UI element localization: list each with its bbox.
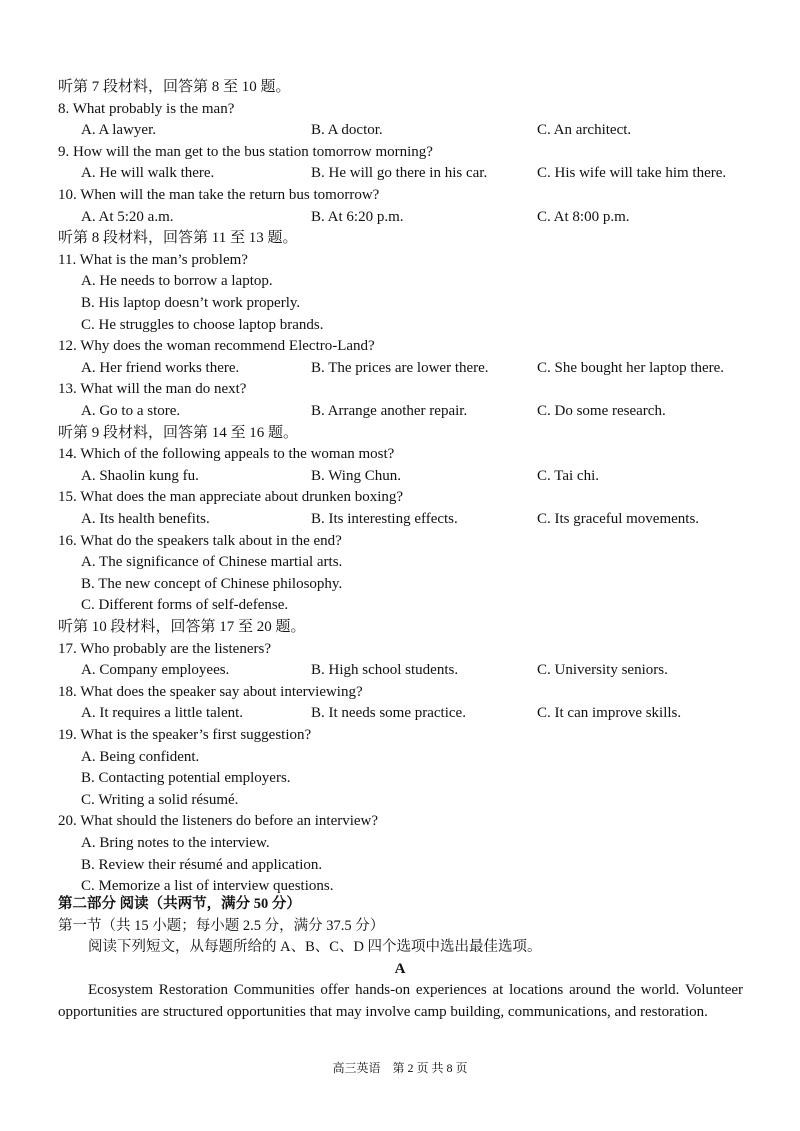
question-stem: 14. Which of the following appeals to the woman most?	[58, 446, 395, 463]
passage-text: Ecosystem Restoration Communities offer hands-on experiences at locations around the world. Volunteer opportunities are structured opportunities that may involve camp building, communications, and restoration.	[58, 982, 743, 1020]
answer-option: A. Go to a store.	[81, 403, 181, 419]
answer-option: B. Its interesting effects.	[311, 511, 458, 527]
answer-option: A. Company employees.	[81, 662, 230, 679]
question-stem: 20. What should the listeners do before an interview?	[58, 813, 379, 830]
question-stem: 11. What is the man’s problem?	[58, 251, 248, 268]
section-header: 听第 8 段材料，回答第 11 至 13 题。	[58, 230, 298, 247]
question-stem: 18. What does the speaker say about interviewing?	[58, 683, 363, 700]
answer-option: C. His wife will take him there.	[537, 165, 727, 182]
answer-option: B. A doctor.	[311, 122, 383, 139]
answer-option: B. He will go there in his car.	[311, 165, 488, 182]
question-stem: 16. What do the speakers talk about in the end?	[58, 532, 342, 549]
section-header: 听第 9 段材料，回答第 14 至 16 题。	[58, 424, 299, 441]
answer-option: C. Different forms of self-defense.	[81, 597, 289, 614]
answer-option: A. It requires a little talent.	[81, 705, 244, 722]
question-stem: 9. How will the man get to the bus station tomorrow morning?	[58, 143, 433, 160]
page-footer: 高三英语 第 2 页 共 8 页	[332, 1061, 468, 1075]
answer-option: C. He struggles to choose laptop brands.	[81, 316, 324, 333]
answer-option: C. Its graceful movements.	[537, 511, 700, 527]
answer-option: A. Shaolin kung fu.	[81, 467, 199, 484]
answer-option: C. At 8:00 p.m.	[537, 208, 630, 225]
answer-option: C. Memorize a list of interview questions.	[81, 878, 334, 895]
answer-option: A. Bring notes to the interview.	[81, 835, 270, 851]
answer-option: C. Writing a solid résumé.	[81, 791, 239, 808]
answer-option: C. It can improve skills.	[537, 705, 682, 722]
part2-title: 第二部分 阅读（共两节，满分 50 分）	[58, 896, 301, 912]
answer-option: B. At 6:20 p.m.	[311, 208, 404, 225]
section-header: 听第 10 段材料，回答第 17 至 20 题。	[58, 619, 306, 635]
answer-option: A. The significance of Chinese martial arts.	[81, 554, 343, 571]
answer-option: C. An architect.	[537, 122, 632, 139]
answer-option: C. She bought her laptop there.	[537, 359, 725, 376]
question-stem: 17. Who probably are the listeners?	[58, 640, 271, 657]
section1-heading: 第一节（共 15 小题；每小题 2.5 分，满分 37.5 分）	[58, 918, 385, 934]
answer-option: C. Do some research.	[537, 403, 666, 419]
passage-label: A	[394, 961, 406, 977]
reading-instruction: 阅读下列短文，从每题所给的 A、B、C、D 四个选项中选出最佳选项。	[88, 939, 542, 955]
answer-option: B. Wing Chun.	[311, 467, 401, 484]
answer-option: B. His laptop doesn’t work properly.	[81, 295, 301, 311]
answer-option: A. At 5:20 a.m.	[81, 208, 174, 225]
answer-option: A. He needs to borrow a laptop.	[81, 273, 273, 290]
answer-option: A. Her friend works there.	[81, 359, 240, 376]
answer-option: B. The new concept of Chinese philosophy.	[81, 575, 343, 592]
answer-option: C. Tai chi.	[537, 467, 599, 484]
question-stem: 19. What is the speaker’s first suggestion?	[58, 727, 312, 743]
answer-option: A. He will walk there.	[81, 165, 215, 182]
answer-option: B. Arrange another repair.	[311, 403, 468, 419]
answer-option: B. High school students.	[311, 662, 459, 679]
answer-option: B. It needs some practice.	[311, 705, 466, 722]
question-stem: 13. What will the man do next?	[58, 381, 247, 398]
answer-option: B. Contacting potential employers.	[81, 770, 291, 787]
question-stem: 12. Why does the woman recommend Electro-Land?	[58, 338, 375, 355]
section-header: 听第 7 段材料，回答第 8 至 10 题。	[58, 79, 291, 95]
question-stem: 10. When will the man take the return bus tomorrow?	[58, 187, 380, 203]
answer-option: C. University seniors.	[537, 662, 668, 679]
question-stem: 8. What probably is the man?	[58, 100, 235, 117]
question-stem: 15. What does the man appreciate about drunken boxing?	[58, 489, 404, 506]
answer-option: A. A lawyer.	[81, 122, 156, 139]
answer-option: A. Its health benefits.	[81, 511, 210, 527]
answer-option: B. The prices are lower there.	[311, 359, 489, 376]
answer-option: B. Review their résumé and application.	[81, 856, 323, 873]
answer-option: A. Being confident.	[81, 748, 200, 765]
